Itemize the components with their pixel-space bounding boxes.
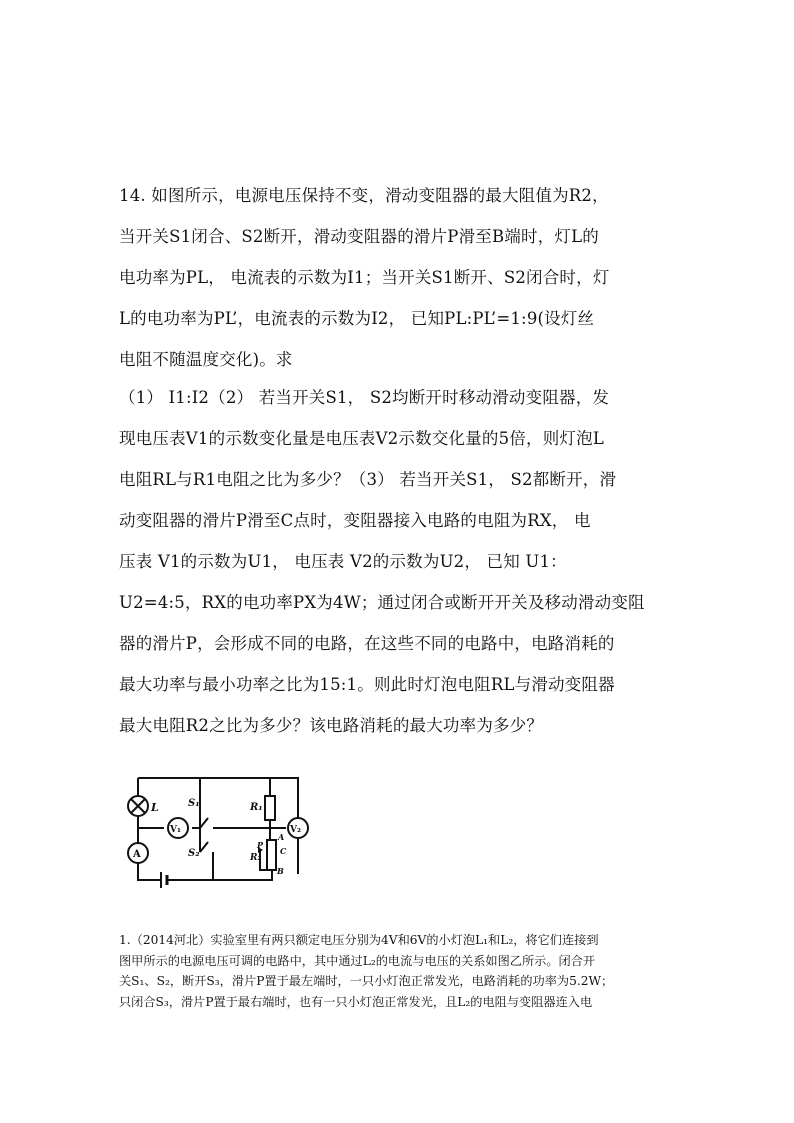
problem-14-line-2: 当开关S1闭合、S2断开，滑动变阻器的滑片P滑至B端时，灯L的: [119, 227, 599, 246]
problem-1-line-4: 只闭合S₃，滑片P置于最右端时，也有一只小灯泡正常发光，且L₂的电阻与变阻器连入电: [119, 994, 593, 1009]
problem-14-line-8: 电阻RL与R1电阻之比为多少？（3） 若当开关S1， S2都断开，滑: [119, 470, 617, 489]
problem-1-line-3: 关S₁、S₂，断开S₃，滑片P置于最左端时，一只小灯泡正常发光，电路消耗的功率为5.2W；: [119, 974, 614, 988]
voltmeter-v2-label: V₂: [290, 825, 301, 835]
resistor-r1-icon: [265, 796, 275, 820]
resistor-r2-label: R₂: [250, 853, 262, 863]
problem-14-line-9: 动变阻器的滑片P滑至C点时，变阻器接入电路的电阻为RX， 电: [119, 511, 591, 530]
voltmeter-v1-label: V₁: [170, 825, 181, 835]
point-c-label: C: [280, 846, 287, 856]
circuit-diagram: [120, 772, 320, 890]
battery-icon: [161, 872, 167, 888]
point-b-label: B: [277, 866, 284, 876]
problem-1-line-2: 图甲所示的电源电压可调的电路中，其中通过L₂的电流与电压的关系如图乙所示。闭合开: [119, 953, 596, 968]
lamp-icon: [128, 796, 148, 816]
problem-14-line-13: 最大功率与最小功率之比为15:1。则此时灯泡电阻RL与滑动变阻器: [119, 675, 615, 694]
problem-14-line-5: 电阻不随温度交化)。求: [119, 350, 293, 369]
problem-14-line-7: 现电压表V1的示数变化量是电压表V2示数交化量的5倍，则灯泡L: [119, 429, 604, 448]
slider-p-label: P: [257, 840, 264, 850]
switch-s2-label: S₂: [188, 848, 200, 859]
lamp-label: L: [151, 801, 159, 814]
resistor-r1-label: R₁: [250, 802, 263, 813]
problem-14-line-10: 压表 V1的示数为U1， 电压表 V2的示数为U2， 已知 U1：: [119, 552, 567, 571]
problem-1-line-1: 1.（2014河北）实验室里有两只额定电压分别为4V和6V的小灯泡L₁和L₂，将它们连接到: [119, 933, 599, 947]
switch-s1-label: S₁: [188, 798, 200, 809]
problem-14-line-6: （1） I1:I2（2） 若当开关S1， S2均断开时移动滑动变阻器，发: [119, 388, 610, 407]
problem-14-line-12: 器的滑片P，会形成不同的电路，在这些不同的电路中，电路消耗的: [119, 634, 615, 653]
problem-14-line-1: 14. 如图所示，电源电压保持不变，滑动变阻器的最大阻值为R2，: [119, 186, 609, 205]
problem-1-text: [119, 930, 679, 1012]
problem-14-line-3: 电功率为PL， 电流表的示数为I1；当开关S1断开、S2闭合时，灯: [119, 268, 610, 287]
point-a-label: A: [278, 832, 285, 842]
problem-14-line-11: U2=4:5，RX的电功率PX为4W；通过闭合或断开开关及移动滑动变阻: [119, 593, 645, 612]
problem-14-line-4: L的电功率为PL’，电流表的示数为I2， 已知PL:PL’=1:9(设灯丝: [119, 309, 595, 328]
problem-14-text: [119, 186, 685, 757]
ammeter-label: A: [133, 849, 141, 860]
problem-14-line-14: 最大电阻R2之比为多少？该电路消耗的最大功率为多少？: [119, 716, 544, 735]
